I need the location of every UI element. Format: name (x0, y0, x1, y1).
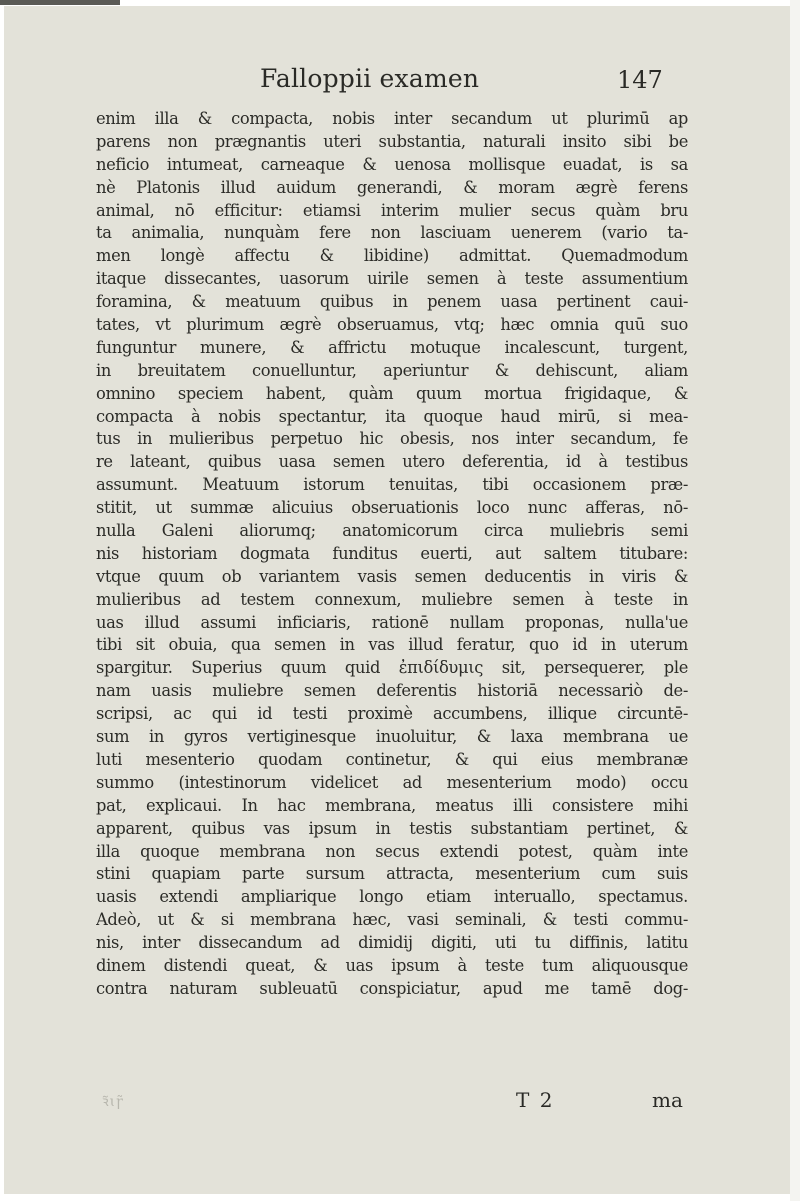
text-line: mulieribus ad testem connexum, muliebre semen à teste in (96, 589, 688, 609)
body-text (96, 108, 688, 1001)
text-line: itaque dissecantes, uasorum uirile semen à teste assumentium (96, 269, 688, 289)
text-line: nis, inter dissecandum ad dimidij digiti, uti tu diffinis, latitu (96, 933, 688, 953)
text-line: Adeò, ut & si membrana hæc, vasi seminali, & testi commu- (96, 910, 688, 930)
text-line: nulla Galeni aliorumq; anatomicorum circa muliebris semi (96, 521, 688, 541)
text-line: stitit, ut summæ alicuius obseruationis loco nunc afferas, nō- (96, 498, 688, 518)
text-line: animal, nō efficitur: etiamsi interim mulier secus quàm bru (96, 200, 688, 220)
text-line: spargitur. Superius quum quid ἐπιδίδυμις sit, persequerer, ple (96, 658, 688, 678)
text-line: uasis extendi ampliarique longo etiam interuallo, spectamus. (96, 887, 688, 907)
text-line: in breuitatem conuelluntur, aperiuntur & dehiscunt, aliam (96, 360, 688, 380)
text-line: neficio intumeat, carneaque & uenosa mollisque euadat, is sa (96, 154, 688, 174)
text-line: uas illud assumi inficiaris, rationē nullam proponas, nulla'ue (96, 612, 688, 632)
text-line: illa quoque membrana non secus extendi potest, quàm inte (96, 841, 688, 861)
text-line: vtque quum ob variantem vasis semen deducentis in viris & (96, 566, 688, 586)
text-line: apparent, quibus vas ipsum in testis substantiam pertinet, & (96, 818, 688, 838)
text-line: compacta à nobis spectantur, ita quoque haud mirū, si mea- (96, 406, 688, 426)
text-line: assumunt. Meatuum istorum tenuitas, tibi occasionem præ- (96, 475, 688, 495)
page-header (4, 64, 790, 104)
text-line: funguntur munere, & affrictu motuque incalescunt, turgent, (96, 337, 688, 357)
text-line: nam uasis muliebre semen deferentis historiā necessariò de- (96, 681, 688, 701)
text-line: tus in mulieribus perpetuo hic obesis, nos inter secandum, fe (96, 429, 688, 449)
text-line: nis historiam dogmata funditus euerti, aut saltem titubare: (96, 543, 688, 563)
text-line: sum in gyros vertiginesque inuoluitur, & laxa membrana ue (96, 727, 688, 747)
text-line: ta animalia, nunquàm fere non lasciuam uenerem (vario ta- (96, 223, 688, 243)
page-number: 147 (617, 66, 663, 94)
text-line: dinem distendi queat, & uas ipsum à teste tum aliquousque (96, 955, 688, 975)
text-line: parens non prægnantis uteri substantia, naturali insito sibi be (96, 131, 688, 151)
text-line: tates, vt plurimum ægrè obseruamus, vtq; hæc omnia quū suo (96, 315, 688, 335)
page-footer (4, 1088, 790, 1116)
scan-margin (790, 0, 800, 1201)
text-line: nè Platonis illud auidum generandi, & moram ægrè ferens (96, 177, 688, 197)
text-line: stini quapiam parte sursum attracta, mesenterium cum suis (96, 864, 688, 884)
catchword: ma (652, 1088, 683, 1112)
text-line: pat, explicaui. In hac membrana, meatus illi consistere mihi (96, 795, 688, 815)
faint-show-through: ꝛ̃ɩꞅ̃ (102, 1094, 124, 1110)
book-page (4, 6, 790, 1194)
signature-mark: T 2 (516, 1088, 555, 1112)
text-line: men longè affectu & libidine) admittat. Quemadmodum (96, 246, 688, 266)
text-line: scripsi, ac qui id testi proximè accumbens, illique circuntē- (96, 704, 688, 724)
text-line: summo (intestinorum videlicet ad mesenterium modo) occu (96, 772, 688, 792)
text-line: luti mesenterio quodam continetur, & qui eius membranæ (96, 749, 688, 769)
text-line: re lateant, quibus uasa semen utero deferentia, id à testibus (96, 452, 688, 472)
text-line: foramina, & meatuum quibus in penem uasa pertinent caui- (96, 292, 688, 312)
text-line: tibi sit obuia, qua semen in vas illud feratur, quo id in uterum (96, 635, 688, 655)
text-line: contra naturam subleuatū conspiciatur, apud me tamē dog- (96, 978, 688, 998)
text-line: enim illa & compacta, nobis inter secandum ut plurimū ap (96, 109, 688, 128)
running-head: Falloppii examen (260, 64, 480, 93)
scan-edge-mark (0, 0, 120, 5)
text-line: omnino speciem habent, quàm quum mortua frigidaque, & (96, 383, 688, 403)
